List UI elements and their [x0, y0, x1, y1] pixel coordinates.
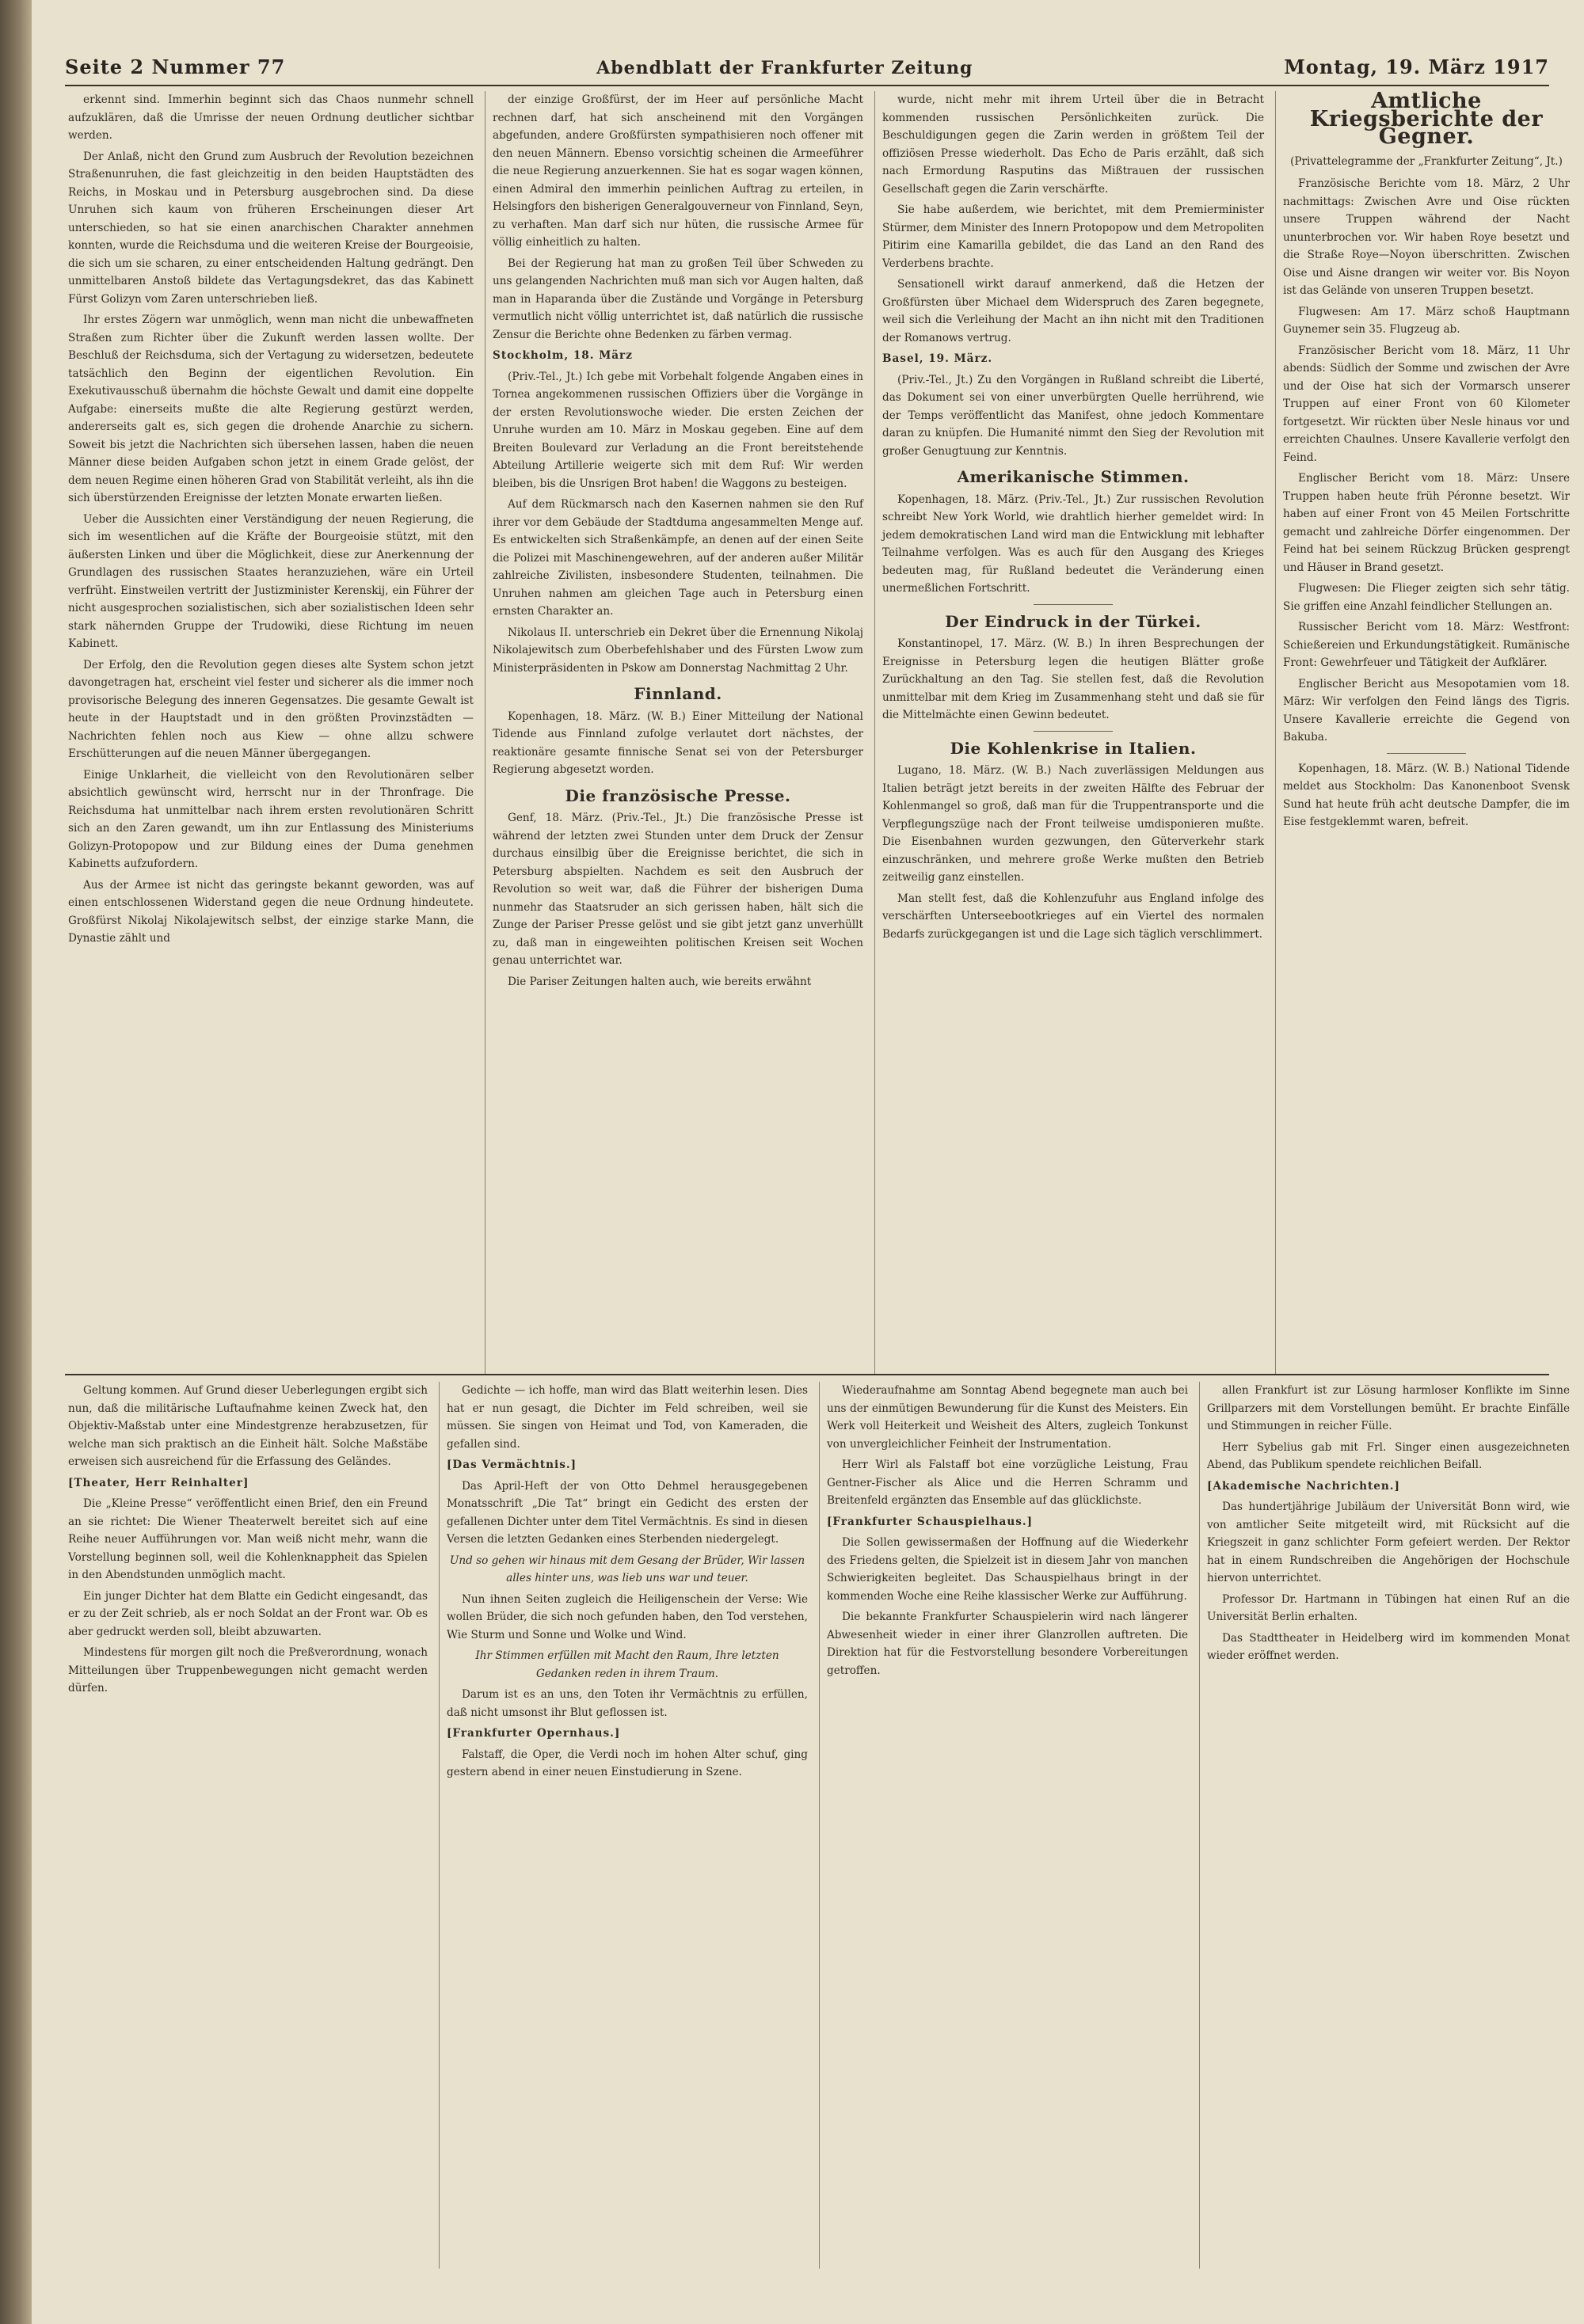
paragraph: erkennt sind. Immerhin beginnt sich das Chaos nunmehr schnell aufzuklären, daß die Umrisse der neuen Ordnung deutlicher sichtbar werden. [68, 93, 474, 142]
column-3 [874, 91, 1267, 1374]
war-reports-subtitle: (Privattelegramme der „Frankfurter Zeitung“, Jt.) [1290, 154, 1563, 168]
divider [1387, 753, 1466, 754]
section-heading: Die französische Presse. [565, 785, 791, 805]
paragraph: (Priv.-Tel., Jt.) Ich gebe mit Vorbehalt folgende Angaben eines in Tornea angekommenen russischen Offiziers über die Vorgänge in der ersten Revolutionswoche wieder. Die ersten Zeichen der Unruhe wurden am 10. März in Moskau gegeben. Eine auf dem Breiten Boulevard zur Verladung an die Front bereitstehende Abteilung Artillerie weigerte sich mit dem Ruf: Wir werden bleiben, bis die Unsrigen Brot haben! die Waggons zu besteigen. [493, 370, 863, 490]
item-title: [Theater, Herr Reinhalter] [68, 1476, 249, 1489]
dateline-place: Stockholm, 18. März [493, 349, 633, 362]
paragraph: der einzige Großfürst, der im Heer auf persönliche Macht rechnen darf, hat sich anscheinend mit den Vorgängen abgefunden, andere Großfürsten sympathisieren noch offener mit den neuen Männern. Ebenso vorsichtig scheinen die Armeeführer die neue Regierung anzuerkennen. Sie hat es sogar wagen können, einen Admiral den immerhin peinlichen Auftrag zu erteilen, in Helsingfors den bisherigen Generalgouverneur von Finnland, Seyn, zu verhaften. Man darf sich nur hüten, die russische Armee für völlig einheitlich zu halten. [493, 93, 863, 249]
paragraph: Nikolaus II. unterschrieb ein Dekret über die Ernennung Nikolaj Nikolajewitsch zum Oberbefehlshaber und des Fürsten Lwow zum Ministerpräsidenten in Pskow am Donnerstag Nachmittag 2 Uhr. [493, 626, 863, 675]
item-heading [447, 1725, 808, 1743]
paragraph: Auf dem Rückmarsch nach den Kasernen nahmen sie den Ruf ihrer vor dem Gebäude der Stadtduma angesammelten Menge auf. Es entwickelten sich Straßenkämpfe, an denen auf der einen Seite die Polizei mit Maschinengewehren, auf der anderen außer Militär zahlreiche Zivilisten, insbesondere Studenten, teilnahmen. Die Unruhen nahmen am gleichen Tage auch in Petersburg einen ernsten Charakter an. [493, 498, 863, 618]
feuilleton-column-1 [65, 1382, 431, 2269]
dateline [493, 347, 863, 365]
paragraph: Das April-Heft der von Otto Dehmel herausgegebenen Monatsschrift „Die Tat“ bringt ein Gedicht des ersten der gefallenen Dichter unter dem Titel Vermächtnis. Es sind in diesen Versen die letzten Gedanken eines Sterbenden niedergelegt. [447, 1479, 808, 1546]
column-4 [1275, 91, 1573, 1374]
paragraph: Französischer Bericht vom 18. März, 11 Uhr abends: Südlich der Somme und zwischen der Avre und der Oise hat sich der Vormarsch unserer Truppen auf einer Front von 60 Kilometer fortgesetzt. Wir rückten über Nesle hinaus vor und erreichten Chaulnes. Unsere Kavallerie verfolgt den Feind. [1283, 344, 1570, 464]
paragraph: Der Anlaß, nicht den Grund zum Ausbruch der Revolution bezeichnen Straßenunruhen, die fast gleichzeitig in den beiden Hauptstädten des Reichs, in Moskau und in Petersburg ausgebrochen sind. Da diese Unruhen sich kaum von früheren Erscheinungen dieser Art unterschieden, so hat sie einen anarchischen Charakter annehmen konnten, wurde die Reichsduma und die weiteren Kreise der Bourgeoisie, die sich um sie scharen, zu einer entscheidenden Haltung gedrängt. Den unmittelbaren Anstoß bildete das Vertagungsdekret, das das Kabinett Fürst Golizyn vom Zaren unterschrieben ließ. [68, 150, 474, 306]
page-number: Seite 2 Nummer 77 [65, 55, 286, 78]
paragraph: Falstaff, die Oper, die Verdi noch im hohen Alter schuf, ging gestern abend in einer neuen Einstudierung in Szene. [447, 1748, 808, 1778]
paragraph: Genf, 18. März. (Priv.-Tel., Jt.) Die französische Presse ist während der letzten zwei Stunden unter dem Druck der Zensur durchaus einsilbig über die Ereignisse berichtet, die sich in Petersburg abspielten. Nachdem es seit den Ausbruch der Revolution so weit war, daß die Führer der bisherigen Duma nunmehr das Staatsruder an sich gerissen haben, hält sich die Zunge der Pariser Presse gelöst und sie gibt jetzt ganz unverhüllt zu, daß man in eingeweihten politischen Kreisen seit Wochen genau unterrichtet war. [493, 812, 863, 967]
item-heading [68, 1474, 428, 1493]
paragraph: Französische Berichte vom 18. März, 2 Uhr nachmittags: Zwischen Avre und Oise rückten unsere Truppen während der Nacht ununterbrochen vor. Wir haben Roye besetzt und die Straße Roye—Noyon überschritten. Zwischen Oise und Aisne drangen wir weiter vor. Bis Noyon ist das Gelände von unseren Truppen besetzt. [1283, 177, 1570, 297]
paragraph: Geltung kommen. Auf Grund dieser Ueberlegungen ergibt sich nun, daß die militärische Luftaufnahme keinen Zweck hat, den Objektiv-Maßstab unter eine Mindestgrenze herabzusetzen, für welche man sich praktisch an die Einheit hält. Solche Maßstäbe erweisen sich ausreichend für die Erfassung des Geländes. [68, 1384, 428, 1468]
paragraph: wurde, nicht mehr mit ihrem Urteil über die in Betracht kommenden russischen Persönlichkeiten zurück. Die Beschuldigungen gegen die Zarin werden in größtem Teil der offiziösen Presse wiederholt. Das Echo de Paris erzählt, daß sich nach Ermordung Rasputins das Mißtrauen der russischen Gesellschaft gegen die Zarin verschärfte. [882, 93, 1264, 196]
paragraph: Professor Dr. Hartmann in Tübingen hat einen Ruf an die Universität Berlin erhalten. [1207, 1592, 1570, 1623]
paragraph: Kopenhagen, 18. März. (W. B.) National Tidende meldet aus Stockholm: Das Kanonenboot Svensk Sund hat heute früh acht deutsche Dampfer, die im Eise festgeklemmt waren, befreit. [1283, 762, 1570, 828]
item-title: [Das Vermächtnis.] [447, 1459, 577, 1471]
paragraph: Man stellt fest, daß die Kohlenzufuhr aus England infolge des verschärften Unterseebootkrieges auf ein Viertel des normalen Bedarfs zurückgegangen ist und die Lage sich täglich verschlimmert. [882, 892, 1264, 941]
paragraph: Die Pariser Zeitungen halten auch, wie bereits erwähnt [508, 975, 812, 988]
paragraph: (Priv.-Tel., Jt.) Zu den Vorgängen in Rußland schreibt die Liberté, das Dokument sei von einer unverbürgten Quelle herrührend, wie der Temps veröffentlicht das Manifest, ohne jedoch Kommentare daran zu knüpfen. Die Humanité nimmt den Sieg der Revolution mit großer Genugtuung zur Kenntnis. [882, 373, 1264, 458]
paragraph: Englischer Bericht vom 18. März: Unsere Truppen haben heute früh Péronne besetzt. Wir haben auf einer Front von 45 Meilen Fortschritte gemacht und zahlreiche Dörfer eingenommen. Der Feind hat bei seinem Rückzug Brücken gesprengt und Häuser in Brand gesetzt. [1283, 472, 1570, 574]
paragraph: Die bekannte Frankfurter Schauspielerin wird nach längerer Abwesenheit wieder in einer ihrer Glanzrollen auftreten. Die Direktion hat für die Festvorstellung besondere Vorbereitungen getroffen. [827, 1611, 1188, 1677]
paragraph: Flugwesen: Am 17. März schoß Hauptmann Guynemer sein 35. Flugzeug ab. [1283, 305, 1570, 336]
issue-date: Montag, 19. März 1917 [1284, 55, 1549, 78]
paragraph: Nun ihnen Seiten zugleich die Heiligenschein der Verse: Wie wollen Brüder, die sich noch gefunden haben, den Tod verstehen, Wie Sturm und Sonne und Wolke und Wind. [447, 1592, 808, 1641]
paragraph: Lugano, 18. März. (W. B.) Nach zuverlässigen Meldungen aus Italien beträgt jetzt bereits in der zweiten Hälfte des Februar der Kohlenmangel so groß, daß man für die Truppentransporte und die Verpflegungszüge nach der Front teilweise umdisponieren mußte. Die Eisenbahnen wurden gezwungen, den Güterverkehr stark einzuschränken, und mehrere große Werke mußten den Betrieb zeitweilig ganz einstellen. [882, 764, 1264, 884]
paragraph: Aus der Armee ist nicht das geringste bekannt geworden, was auf einen entschlossenen Widerstand gegen die neue Ordnung hindeutete. Großfürst Nikolaj Nikolajewitsch selbst, der einzige starke Mann, die Dynastie zählt und [68, 878, 474, 945]
paragraph: Kopenhagen, 18. März. (W. B.) Einer Mitteilung der National Tidende aus Finnland zufolge verlautet dort nächstes, der reaktionäre gesamte finnische Senat sei von der Petersburger Regierung abgesetzt worden. [493, 709, 863, 776]
feuilleton-section [65, 1382, 1570, 2269]
item-title: [Akademische Nachrichten.] [1207, 1479, 1400, 1493]
paragraph: Sensationell wirkt darauf anmerkend, daß die Hetzen der Großfürsten über Michael dem Widerspruch des Zaren begegnete, weil sich die Verleihung der Macht an ihn nicht mit den Traditionen der Romanows vertrug. [882, 278, 1264, 344]
paragraph: Ueber die Aussichten einer Verständigung der neuen Regierung, die sich im wesentlichen auf die Kräfte der Bourgeoisie stützt, mit den äußersten Linken und über die Möglichkeit, diese zur Anerkennung der Grundlagen des russischen Staates heranzuziehen, wäre ein Urteil verfrüht. Einstweilen vertritt der Justizminister Kerenskij, ein Führer der nicht ausgesprochen sozialistischen, sich aber sozialistischen Ideen sehr stark nähernden Gruppe der Trudowiki, diese Richtung im neuen Kabinett. [68, 512, 474, 650]
paragraph: Ihr erstes Zögern war unmöglich, wenn man nicht die unbewaffneten Straßen zum Richter über die Zukunft werden lassen wollte. Der Beschluß der Reichsduma, sich der Vertagung zu widersetzen, bedeutete tatsächlich den Beginn der eigentlichen Revolution. Ein Exekutivausschuß übernahm die höchste Gewalt und damit eine doppelte Aufgabe: einerseits mußte die alte Regierung gestürzt werden, andererseits galt es, sich gegen die drohende Anarchie zu sichern. Soweit bis jetzt die Nachrichten sich übersehen lassen, haben die neuen Männer diese beiden Aufgaben schon jetzt in einem Grade gelöst, der dem neuen Regime einen höheren Grad von Stabilität verleiht, als ihn die sich überstürzenden Ereignisse der letzten Monate erwarten ließen. [68, 314, 474, 504]
paragraph: Gedichte — ich hoffe, man wird das Blatt weiterhin lesen. Dies hat er nun gesagt, die Dichter im Feld schreiben, weil sie müssen. Sie singen von Heimat und Tod, von Kameraden, die gefallen sind. [447, 1384, 808, 1451]
war-reports-heading: Amtliche Kriegsberichte der Gegner. [1309, 91, 1544, 149]
paragraph: Bei der Regierung hat man zu großen Teil über Schweden zu uns gelangenden Nachrichten muß man sich vor Augen halten, daß man in Haparanda über die Zustände und Vorgänge in Petersburg vermutlich nicht völlig unterrichtet ist, daß natürlich die russische Zensur die Berichte ohne Bedenken zu färben vermag. [493, 257, 863, 341]
paragraph: Ein junger Dichter hat dem Blatte ein Gedicht eingesandt, das er zu der Zeit schrieb, als er noch Soldat an der Front war. Ob es aber gedruckt werden soll, bleibt abzuwarten. [68, 1589, 428, 1638]
masthead [65, 55, 1549, 86]
item-heading [1207, 1478, 1570, 1496]
scan-binding-edge [0, 0, 32, 2324]
paragraph: Die Sollen gewissermaßen der Hoffnung auf die Wiederkehr des Friedens gelten, die Spielzeit ist in diesem Jahr von manchen Schwierigkeiten begleitet. Das Schauspielhaus bringt in der kommenden Woche eine Reihe klassischer Werke zur Aufführung. [827, 1536, 1188, 1603]
paragraph: Die „Kleine Presse“ veröffentlicht einen Brief, den ein Freund an sie richtet: Die Wiener Theaterwelt bereitet sich auf eine Reihe neuer Aufführungen vor. Man weiß nicht mehr, wann die Vorstellung beginnen soll, weil die Kohlenknappheit das Spielen in den Abendstunden unmöglich macht. [68, 1497, 428, 1581]
paragraph: Einige Unklarheit, die vielleicht von den Revolutionären selber absichtlich gewünscht wird, herrscht nur in der Thronfrage. Die Reichsduma hat unmittelbar nach ihrem ersten revolutionären Schritt sich an den Zaren gewandt, um ihn zur Entlassung des Ministeriums Golizyn-Protopopow und zur Bildung eines der Duma genehmen Kabinetts aufzufordern. [68, 768, 474, 870]
paragraph: Herr Wirl als Falstaff bot eine vorzügliche Leistung, Frau Gentner-Fischer als Alice und die Herren Schramm und Breitenfeld ergänzten das Ensemble auf das glücklichste. [827, 1459, 1188, 1507]
column-2 [485, 91, 866, 1374]
paragraph: allen Frankfurt ist zur Lösung harmloser Konflikte im Sinne Grillparzers mit dem Vorstellungen bemüht. Er brachte Einfälle und Stimmungen in reicher Fülle. [1207, 1384, 1570, 1432]
paragraph: Herr Sybelius gab mit Frl. Singer einen ausgezeichneten Abend, das Publikum spendete reichlichen Beifall. [1207, 1440, 1570, 1471]
paragraph: Das hundertjährige Jubiläum der Universität Bonn wird, wie von amtlicher Seite mitgeteilt wird, mit Rücksicht auf die Kriegszeit in ganz schlichter Form gefeiert werden. Der Rektor hat in einem Rundschreiben die Angehörigen der Hochschule hiervon unterrichtet. [1207, 1501, 1570, 1584]
paragraph: Mindestens für morgen gilt noch die Preßverordnung, wonach Mitteilungen über Truppenbewegungen nicht gemacht werden dürfen. [68, 1646, 428, 1695]
column-1 [65, 91, 477, 1374]
section-heading: Finnland. [634, 684, 722, 703]
newspaper-page [32, 0, 1584, 2324]
section-heading: Der Eindruck in der Türkei. [945, 611, 1201, 631]
dateline-place: Basel, 19. März. [882, 352, 993, 365]
poem-stanza: Ihr Stimmen erfüllen mit Macht den Raum, Ihre letzten Gedanken reden in ihrem Traum. [475, 1649, 779, 1680]
poem-stanza: Und so gehen wir hinaus mit dem Gesang der Brüder, Wir lassen alles hinter uns, was lieb uns war und teuer. [449, 1554, 805, 1584]
paragraph: Der Erfolg, den die Revolution gegen dieses alte System schon jetzt davongetragen hat, erscheint viel fester und sicherer als die immer noch provisorische Belegung des inneren Gegensatzes. Die gesamte Gewalt ist heute in der Hauptstadt und in den größten Provinzstädten — Nachrichten fehlen noch aus Kiew — ohne allzu schwere Erschütterungen auf die neuen Männer übergegangen. [68, 658, 474, 760]
item-heading [827, 1513, 1188, 1531]
divider [1034, 731, 1113, 732]
paragraph: Wiederaufnahme am Sonntag Abend begegnete man auch bei uns der einmütigen Bewunderung für die Kunst des Meisters. Ein Werk voll Heiterkeit und Weisheit des Alters, zugleich Tonkunst von unvergleichlicher Feinheit der Instrumentation. [827, 1384, 1188, 1451]
dateline [882, 350, 1264, 368]
item-title: [Frankfurter Opernhaus.] [447, 1727, 621, 1740]
feuilleton-column-3 [819, 1382, 1191, 2269]
upper-section [65, 91, 1570, 1375]
paragraph: Englischer Bericht aus Mesopotamien vom 18. März: Wir verfolgen den Feind längs des Tigris. Unsere Kavallerie erreichte die Gegend von Bakuba. [1283, 677, 1570, 744]
newspaper-title: Abendblatt der Frankfurter Zeitung [596, 58, 973, 78]
section-heading: Die Kohlenkrise in Italien. [950, 738, 1197, 758]
divider [1034, 604, 1113, 605]
paragraph: Sie habe außerdem, wie berichtet, mit dem Premierminister Stürmer, dem Minister des Innern Protopopow und dem Metropoliten Pitirim eine Kamarilla gebildet, die das Land an den Rand des Verderbens brachte. [882, 203, 1264, 270]
paragraph: Konstantinopel, 17. März. (W. B.) In ihren Besprechungen der Ereignisse in Petersburg legen die heutigen Blätter große Zurückhaltung an den Tag. Sie stellen fest, daß die Revolution unmittelbar mit dem Krieg im Zusammenhang steht und daß sie für die Mittelmächte einen Gewinn bedeutet. [882, 637, 1264, 721]
paragraph: Flugwesen: Die Flieger zeigten sich sehr tätig. Sie griffen eine Anzahl feindlicher Stellungen an. [1283, 582, 1570, 613]
paragraph: Kopenhagen, 18. März. (Priv.-Tel., Jt.) Zur russischen Revolution schreibt New York World, wie drahtlich hierher gemeldet wird: In jedem demokratischen Land wird man die Entwicklung mit lebhafter Teilnahme verfolgen. Was es auch für den Ausgang des Krieges bedeuten mag, für Rußland bedeutet die Veränderung einen unermeßlichen Fortschritt. [882, 493, 1264, 595]
feuilleton-column-2 [439, 1382, 811, 2269]
paragraph: Darum ist es an uns, den Toten ihr Vermächtnis zu erfüllen, daß nicht umsonst ihr Blut geflossen ist. [447, 1688, 808, 1719]
paragraph: Das Stadttheater in Heidelberg wird im kommenden Monat wieder eröffnet werden. [1207, 1631, 1570, 1662]
item-title: [Frankfurter Schauspielhaus.] [827, 1515, 1034, 1528]
section-heading: Amerikanische Stimmen. [957, 467, 1190, 486]
paragraph: Russischer Bericht vom 18. März: Westfront: Schießereien und Erkundungstätigkeit. Rumänische Front: Gewehrfeuer und Tätigkeit der Aufklärer. [1283, 621, 1570, 669]
item-heading [447, 1456, 808, 1474]
feuilleton-column-4 [1199, 1382, 1573, 2269]
